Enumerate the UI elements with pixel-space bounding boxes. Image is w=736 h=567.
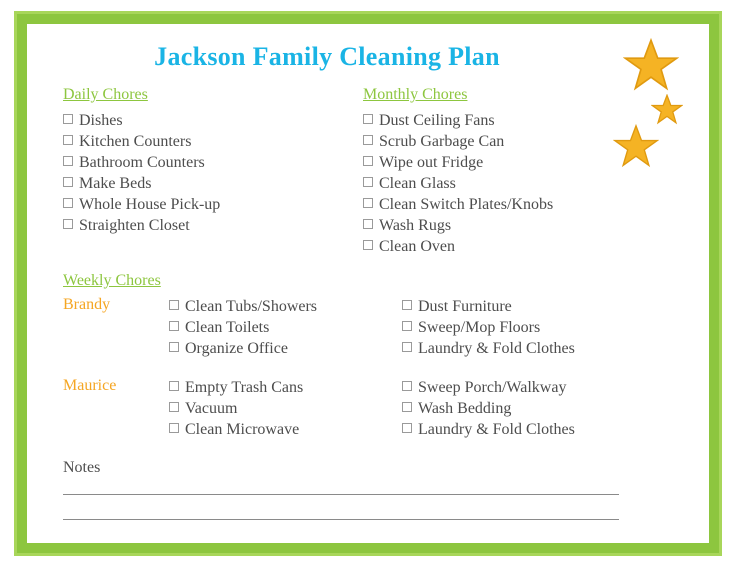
checklist-item[interactable] <box>169 377 303 398</box>
checklist-item-label: Wash Rugs <box>379 217 452 234</box>
checklist-item-label: Dust Furniture <box>418 298 512 315</box>
checklist-item[interactable] <box>63 110 220 131</box>
checklist-item[interactable] <box>169 398 303 419</box>
checkbox-icon[interactable] <box>402 402 412 412</box>
checklist-item-label: Straighten Closet <box>79 217 190 234</box>
checklist-item-label: Whole House Pick-up <box>79 196 221 213</box>
notes-label: Notes <box>63 459 101 476</box>
checklist-item[interactable] <box>363 152 553 173</box>
star-icon <box>623 38 679 94</box>
checklist-item[interactable] <box>402 377 575 398</box>
checklist-item[interactable] <box>402 317 575 338</box>
checkbox-icon[interactable] <box>63 219 73 229</box>
person-label: Maurice <box>63 377 117 394</box>
checkbox-icon[interactable] <box>169 342 179 352</box>
checklist-item[interactable] <box>402 338 575 359</box>
checklist-item[interactable] <box>169 317 317 338</box>
checkbox-icon[interactable] <box>402 321 412 331</box>
star-cluster <box>607 32 697 182</box>
weekly-chores-heading: Weekly Chores <box>63 272 161 289</box>
checklist-item[interactable] <box>63 194 220 215</box>
notes-line[interactable] <box>63 494 619 495</box>
person-name-maurice <box>63 377 116 395</box>
checklist-item[interactable] <box>63 173 220 194</box>
checklist-item-label: Vacuum <box>185 400 238 417</box>
checklist-item[interactable] <box>402 296 575 317</box>
daily-chores-section <box>63 86 220 236</box>
checklist-item-label: Clean Oven <box>379 238 455 255</box>
checklist-item-label: Dishes <box>79 112 123 129</box>
weekly-chores-heading-wrap <box>63 272 161 296</box>
checklist-item-label: Sweep Porch/Walkway <box>418 379 567 396</box>
checklist-item-label: Clean Switch Plates/Knobs <box>379 196 554 213</box>
checklist-item-label: Scrub Garbage Can <box>379 133 505 150</box>
checklist-item-label: Wipe out Fridge <box>379 154 484 171</box>
checklist-item[interactable] <box>363 173 553 194</box>
monthly-chores-section <box>363 86 553 257</box>
checkbox-icon[interactable] <box>363 198 373 208</box>
checklist-item[interactable] <box>363 131 553 152</box>
brandy-chores-column-1 <box>169 296 317 359</box>
checklist-item-label: Clean Glass <box>379 175 456 192</box>
checkbox-icon[interactable] <box>402 300 412 310</box>
checklist-item[interactable] <box>363 215 553 236</box>
checkbox-icon[interactable] <box>363 135 373 145</box>
checklist-item[interactable] <box>169 338 317 359</box>
checklist-item[interactable] <box>63 215 220 236</box>
checkbox-icon[interactable] <box>63 114 73 124</box>
maurice-chores-column-2 <box>402 377 575 440</box>
checklist-item-label: Laundry & Fold Clothes <box>418 421 575 438</box>
monthly-chores-heading: Monthly Chores <box>363 86 468 103</box>
checklist-item-label: Clean Microwave <box>185 421 300 438</box>
person-name-brandy <box>63 296 110 314</box>
checkbox-icon[interactable] <box>63 198 73 208</box>
checkbox-icon[interactable] <box>169 321 179 331</box>
daily-chores-heading: Daily Chores <box>63 86 148 103</box>
checkbox-icon[interactable] <box>169 381 179 391</box>
checkbox-icon[interactable] <box>402 342 412 352</box>
checkbox-icon[interactable] <box>63 177 73 187</box>
checklist-item[interactable] <box>402 419 575 440</box>
checkbox-icon[interactable] <box>363 219 373 229</box>
checkbox-icon[interactable] <box>63 156 73 166</box>
checkbox-icon[interactable] <box>363 240 373 250</box>
checklist-item[interactable] <box>402 398 575 419</box>
checkbox-icon[interactable] <box>402 381 412 391</box>
person-label: Brandy <box>63 296 111 313</box>
checklist-item-label: Dust Ceiling Fans <box>379 112 495 129</box>
checklist-item-label: Laundry & Fold Clothes <box>418 340 575 357</box>
checklist-item[interactable] <box>363 236 553 257</box>
checklist-item[interactable] <box>63 131 220 152</box>
checklist-item-label: Make Beds <box>79 175 152 192</box>
checklist-item[interactable] <box>169 296 317 317</box>
checklist-item[interactable] <box>169 419 303 440</box>
checkbox-icon[interactable] <box>363 156 373 166</box>
checklist-item[interactable] <box>363 194 553 215</box>
star-icon <box>613 124 659 170</box>
checkbox-icon[interactable] <box>169 423 179 433</box>
checklist-item-label: Organize Office <box>185 340 288 357</box>
checklist-item-label: Bathroom Counters <box>79 154 205 171</box>
notes-line[interactable] <box>63 519 619 520</box>
maurice-chores-column-1 <box>169 377 303 440</box>
checkbox-icon[interactable] <box>402 423 412 433</box>
checkbox-icon[interactable] <box>363 114 373 124</box>
checkbox-icon[interactable] <box>363 177 373 187</box>
notes-section <box>63 459 100 477</box>
checklist-item-label: Clean Toilets <box>185 319 270 336</box>
checklist-item-label: Kitchen Counters <box>79 133 192 150</box>
worksheet <box>27 24 709 543</box>
checklist-item-label: Empty Trash Cans <box>185 379 304 396</box>
checklist-item-label: Clean Tubs/Showers <box>185 298 318 315</box>
checklist-item[interactable] <box>363 110 553 131</box>
checklist-item-label: Sweep/Mop Floors <box>418 319 541 336</box>
checklist-item-label: Wash Bedding <box>418 400 512 417</box>
brandy-chores-column-2 <box>402 296 575 359</box>
checkbox-icon[interactable] <box>63 135 73 145</box>
checklist-item[interactable] <box>63 152 220 173</box>
checkbox-icon[interactable] <box>169 300 179 310</box>
checkbox-icon[interactable] <box>169 402 179 412</box>
star-icon <box>651 94 683 126</box>
page-title: Jackson Family Cleaning Plan <box>154 42 500 71</box>
